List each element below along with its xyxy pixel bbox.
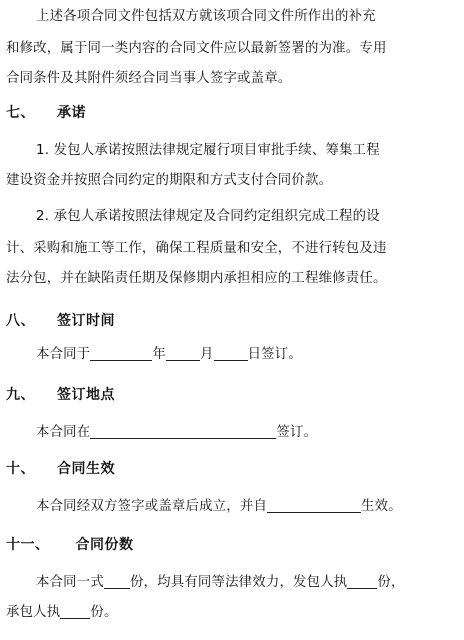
signing-date-prefix: 本合同于 bbox=[36, 347, 91, 362]
effective-date-blank[interactable] bbox=[267, 498, 361, 513]
copies-employer-suffix: 份， bbox=[377, 575, 405, 590]
copies-total-blank[interactable] bbox=[104, 574, 130, 589]
section-7-item-2-line-3: 法分包，并在缺陷责任期及保修期内承担相应的工程维修责任。 bbox=[6, 271, 387, 286]
section-11-heading bbox=[6, 536, 134, 554]
section-8-title: 签订时间 bbox=[57, 313, 115, 329]
effective-suffix: 生效。 bbox=[361, 499, 402, 514]
section-7-item-2-line-1: 2. 承包人承诺按照法律规定及合同约定组织完成工程的设 bbox=[36, 209, 380, 224]
copies-employer-prefix: 份，均具有同等法律效力，发包人执 bbox=[129, 575, 348, 590]
signing-month-blank[interactable] bbox=[166, 346, 200, 361]
signing-place-blank[interactable] bbox=[90, 424, 276, 439]
copies-contractor-blank[interactable] bbox=[60, 604, 90, 619]
section-7-item-2-line-2: 计、采购和施工等工作，确保工程质量和安全，不进行转包及违 bbox=[6, 241, 387, 256]
effective-prefix: 本合同经双方签字或盖章后成立，并自 bbox=[36, 499, 268, 514]
section-7-number: 七、 bbox=[6, 105, 35, 121]
section-7-item-1-line-1: 1. 发包人承诺按照法律规定履行项目审批手续、筹集工程 bbox=[36, 143, 380, 158]
section-8-heading bbox=[6, 312, 115, 330]
signing-year-label: 年 bbox=[152, 347, 166, 362]
section-7-heading bbox=[6, 104, 86, 122]
section-9-number: 九、 bbox=[6, 387, 35, 403]
section-11-title: 合同份数 bbox=[75, 537, 134, 553]
section-7-title: 承诺 bbox=[57, 105, 86, 121]
signing-year-blank[interactable] bbox=[90, 346, 152, 361]
copies-contractor-prefix: 承包人执 bbox=[6, 605, 61, 620]
section-10-number: 十、 bbox=[6, 461, 35, 477]
signing-day-label: 日签订。 bbox=[247, 347, 302, 362]
section-9-title: 签订地点 bbox=[57, 387, 115, 403]
signing-day-blank[interactable] bbox=[214, 346, 248, 361]
section-9-signing-place-line bbox=[36, 424, 317, 442]
section-8-number: 八、 bbox=[6, 313, 35, 329]
section-7-item-1-line-2: 建设资金并按照合同约定的期限和方式支付合同价款。 bbox=[6, 173, 333, 188]
section-11-number: 十一、 bbox=[6, 537, 50, 553]
signing-place-prefix: 本合同在 bbox=[36, 425, 91, 440]
copies-employer-blank[interactable] bbox=[347, 574, 377, 589]
intro-line-3: 合同条件及其附件须经合同当事人签字或盖章。 bbox=[6, 71, 292, 86]
section-9-heading bbox=[6, 386, 115, 404]
section-8-signing-date-line bbox=[36, 346, 302, 364]
copies-contractor-suffix: 份。 bbox=[90, 605, 118, 620]
intro-line-2: 和修改，属于同一类内容的合同文件应以最新签署的为准。专用 bbox=[6, 41, 387, 56]
signing-place-suffix: 签订。 bbox=[276, 425, 318, 440]
section-11-copies-line-1 bbox=[36, 574, 405, 592]
section-10-effective-line bbox=[36, 498, 402, 516]
signing-month-label: 月 bbox=[199, 347, 214, 362]
section-11-copies-line-2 bbox=[6, 604, 118, 622]
copies-total-prefix: 本合同一式 bbox=[36, 575, 104, 590]
section-10-heading bbox=[6, 460, 115, 478]
intro-line-1: 上述各项合同文件包括双方就该项合同文件所作出的补充 bbox=[36, 9, 376, 24]
section-10-title: 合同生效 bbox=[57, 461, 115, 477]
